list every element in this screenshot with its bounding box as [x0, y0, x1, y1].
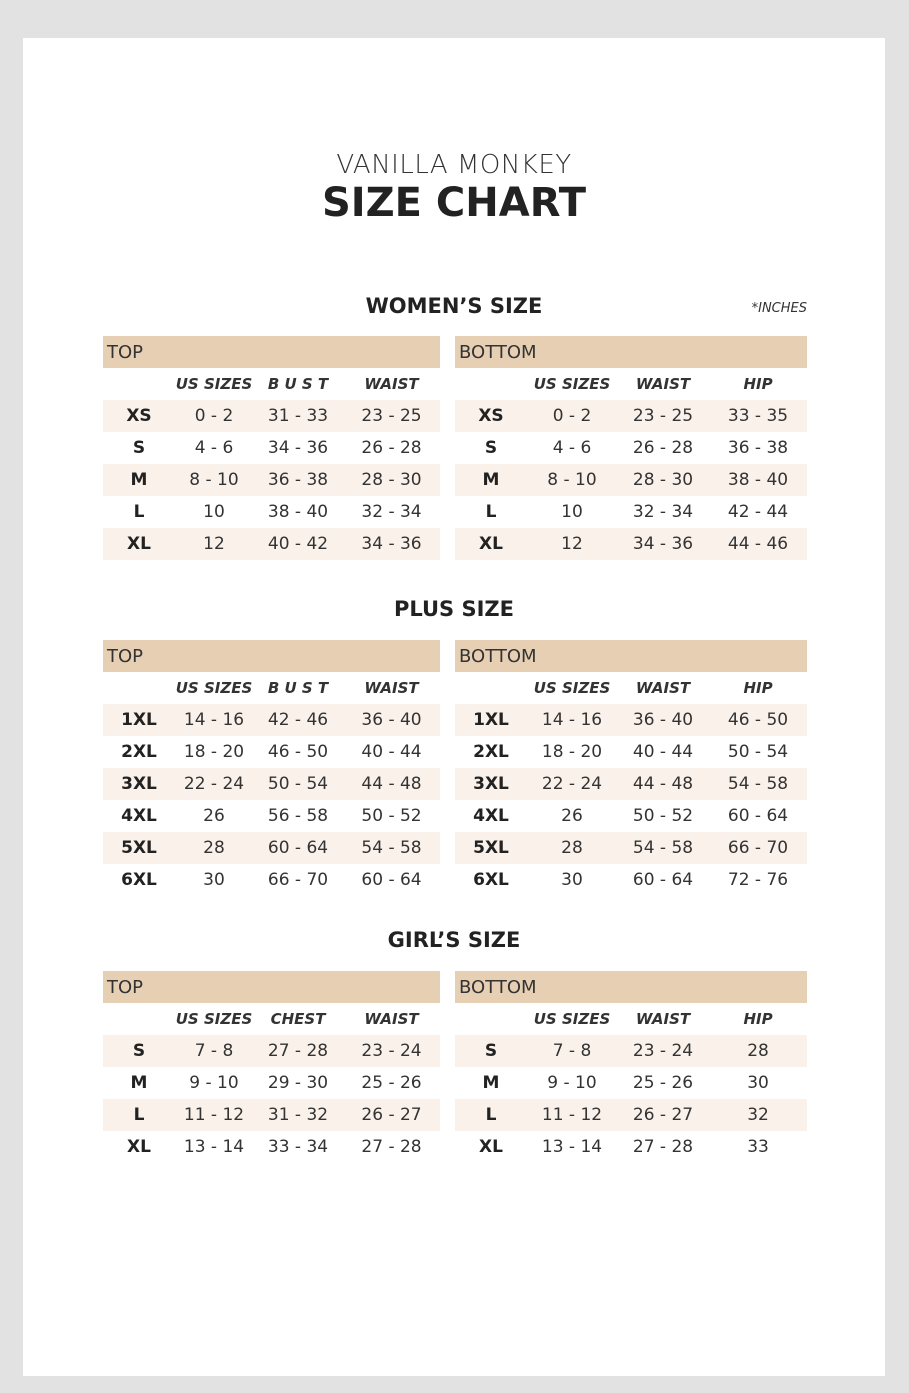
column-header [103, 368, 175, 400]
table-row [455, 528, 807, 560]
bottom-header-row [455, 971, 807, 1003]
bottom-header-row [455, 336, 807, 368]
measurement-cell: 36 - 38 [253, 464, 343, 496]
measurement-cell: 31 - 32 [253, 1099, 343, 1131]
measurement-cell: 33 [747, 1137, 769, 1157]
size-label: M [103, 464, 175, 496]
table-row [455, 704, 807, 736]
measurement-cell: 23 - 25 [617, 400, 709, 432]
table-row [455, 800, 807, 832]
column-header [103, 1003, 175, 1035]
size-label: XS [103, 400, 175, 432]
table-row [455, 496, 807, 528]
measurement-cell: 32 - 34 [632, 502, 694, 522]
measurement-cell: 26 - 28 [632, 438, 694, 458]
measurement-cell: 18 - 20 [541, 742, 603, 762]
bottom-header-label: BOTTOM [455, 971, 807, 1003]
column-header: US SIZES [175, 375, 253, 393]
measurement-cell: 7 - 8 [527, 1035, 617, 1067]
column-header-row [103, 1003, 440, 1035]
measurement-cell: 26 - 27 [617, 1099, 709, 1131]
measurement-cell: 50 - 52 [632, 806, 694, 826]
size-label: L [455, 1099, 527, 1131]
measurement-cell: 32 [709, 1099, 807, 1131]
measurement-cell: 27 - 28 [253, 1035, 343, 1067]
column-header: HIP [743, 679, 773, 697]
measurement-cell: 8 - 10 [175, 464, 253, 496]
size-label: XL [127, 1137, 151, 1157]
size-label: 5XL [103, 832, 175, 864]
bottom-header-label: BOTTOM [455, 640, 807, 672]
table-row [103, 832, 440, 864]
measurement-cell: 60 - 64 [361, 870, 422, 890]
size-label: L [485, 502, 497, 522]
column-header: B U S T [267, 375, 329, 393]
measurement-cell: 32 - 34 [361, 502, 422, 522]
size-label: M [482, 1073, 500, 1093]
bottom-size-table [455, 640, 807, 896]
measurement-cell: 14 - 16 [527, 704, 617, 736]
table-row [103, 464, 440, 496]
measurement-cell: 50 - 54 [727, 742, 789, 762]
column-header: US SIZES [533, 375, 611, 393]
size-label: L [133, 502, 145, 522]
measurement-cell: 7 - 8 [175, 1035, 253, 1067]
measurement-cell: 10 [203, 502, 225, 522]
brand-name: VANILLA MONKEY [336, 150, 572, 180]
column-header: CHEST [270, 1010, 326, 1028]
measurement-cell: 28 - 30 [343, 464, 440, 496]
measurement-cell: 30 [747, 1073, 769, 1093]
measurement-cell: 44 - 46 [709, 528, 807, 560]
size-label: 4XL [121, 806, 157, 826]
measurement-cell: 10 [561, 502, 583, 522]
column-header: WAIST [364, 679, 419, 697]
table-row [455, 400, 807, 432]
column-header: WAIST [635, 375, 691, 393]
bottom-header-label: BOTTOM [455, 336, 807, 368]
measurement-cell: 26 - 27 [343, 1099, 440, 1131]
top-size-table [103, 971, 440, 1163]
measurement-cell: 26 [561, 806, 583, 826]
size-label: 1XL [455, 704, 527, 736]
measurement-cell: 12 [527, 528, 617, 560]
measurement-cell: 40 - 42 [253, 528, 343, 560]
table-row [103, 1035, 440, 1067]
column-header-row [103, 368, 440, 400]
table-row [103, 432, 440, 464]
table-row [455, 1035, 807, 1067]
measurement-cell: 34 - 36 [343, 528, 440, 560]
bottom-size-table [455, 336, 807, 560]
section-title: WOMEN’S SIZE [365, 294, 543, 318]
measurement-cell: 25 - 26 [632, 1073, 694, 1093]
size-chart-page [23, 38, 885, 1376]
measurement-cell: 12 [175, 528, 253, 560]
table-row [103, 800, 440, 832]
size-label: XL [455, 528, 527, 560]
measurement-cell: 36 - 38 [727, 438, 789, 458]
column-header: HIP [743, 375, 773, 393]
column-header [455, 368, 527, 400]
measurement-cell: 9 - 10 [547, 1073, 597, 1093]
column-header: WAIST [364, 1010, 419, 1028]
measurement-cell: 72 - 76 [727, 870, 789, 890]
table-row [103, 496, 440, 528]
column-header: HIP [743, 1010, 773, 1028]
column-header: WAIST [364, 375, 419, 393]
size-label: 6XL [473, 870, 509, 890]
measurement-cell: 11 - 12 [527, 1099, 617, 1131]
measurement-cell: 13 - 14 [541, 1137, 603, 1157]
measurement-cell: 36 - 40 [343, 704, 440, 736]
table-row [103, 1067, 440, 1099]
measurement-cell: 28 [709, 1035, 807, 1067]
table-row [103, 1099, 440, 1131]
table-row [103, 400, 440, 432]
measurement-cell: 30 [561, 870, 583, 890]
measurement-cell: 54 - 58 [709, 768, 807, 800]
table-row [103, 864, 440, 896]
column-header-row [455, 672, 807, 704]
size-label: XS [455, 400, 527, 432]
measurement-cell: 13 - 14 [183, 1137, 245, 1157]
size-label: XL [103, 528, 175, 560]
section-title: GIRL’S SIZE [387, 928, 521, 952]
measurement-cell: 42 - 44 [727, 502, 789, 522]
column-header-row [455, 368, 807, 400]
measurement-cell: 23 - 24 [343, 1035, 440, 1067]
measurement-cell: 46 - 50 [267, 742, 329, 762]
table-row [455, 864, 807, 896]
table-row [103, 528, 440, 560]
top-header-label: TOP [103, 336, 440, 368]
top-header-row [103, 971, 440, 1003]
size-label: M [455, 464, 527, 496]
measurement-cell: 66 - 70 [709, 832, 807, 864]
size-label: L [103, 1099, 175, 1131]
column-header: WAIST [635, 679, 691, 697]
table-row [103, 736, 440, 768]
measurement-cell: 46 - 50 [709, 704, 807, 736]
column-header: WAIST [635, 1010, 691, 1028]
section-title: PLUS SIZE [393, 597, 515, 621]
size-label: 1XL [103, 704, 175, 736]
measurement-cell: 33 - 35 [709, 400, 807, 432]
measurement-cell: 38 - 40 [709, 464, 807, 496]
measurement-cell: 50 - 52 [361, 806, 422, 826]
measurement-cell: 29 - 30 [267, 1073, 329, 1093]
measurement-cell: 28 [175, 832, 253, 864]
top-size-table [103, 640, 440, 896]
table-row [455, 1131, 807, 1163]
column-header [103, 672, 175, 704]
measurement-cell: 23 - 24 [617, 1035, 709, 1067]
column-header: US SIZES [533, 679, 611, 697]
measurement-cell: 28 - 30 [617, 464, 709, 496]
page-title: SIZE CHART [321, 180, 587, 226]
column-header [455, 672, 527, 704]
measurement-cell: 27 - 28 [361, 1137, 422, 1157]
table-row [455, 832, 807, 864]
size-label: 5XL [455, 832, 527, 864]
size-label: 6XL [121, 870, 157, 890]
table-row [103, 1131, 440, 1163]
column-header-row [103, 672, 440, 704]
size-label: 3XL [103, 768, 175, 800]
table-row [455, 1099, 807, 1131]
measurement-cell: 4 - 6 [194, 438, 234, 458]
top-header-row [103, 336, 440, 368]
size-label: XL [479, 1137, 503, 1157]
measurement-cell: 14 - 16 [175, 704, 253, 736]
measurement-cell: 60 - 64 [727, 806, 789, 826]
table-row [103, 768, 440, 800]
measurement-cell: 44 - 48 [617, 768, 709, 800]
measurement-cell: 36 - 40 [617, 704, 709, 736]
measurement-cell: 54 - 58 [343, 832, 440, 864]
measurement-cell: 8 - 10 [527, 464, 617, 496]
size-label: S [484, 438, 498, 458]
size-label: 3XL [455, 768, 527, 800]
bottom-size-table [455, 971, 807, 1163]
size-label: 2XL [473, 742, 509, 762]
column-header: B U S T [267, 679, 329, 697]
measurement-cell: 0 - 2 [175, 400, 253, 432]
measurement-cell: 33 - 34 [267, 1137, 329, 1157]
measurement-cell: 44 - 48 [343, 768, 440, 800]
measurement-cell: 9 - 10 [189, 1073, 239, 1093]
measurement-cell: 22 - 24 [175, 768, 253, 800]
measurement-cell: 66 - 70 [267, 870, 329, 890]
measurement-cell: 22 - 24 [527, 768, 617, 800]
measurement-cell: 28 [527, 832, 617, 864]
table-row [103, 704, 440, 736]
measurement-cell: 40 - 44 [361, 742, 422, 762]
measurement-cell: 30 [203, 870, 225, 890]
measurement-cell: 60 - 64 [253, 832, 343, 864]
measurement-cell: 42 - 46 [253, 704, 343, 736]
table-row [455, 464, 807, 496]
column-header: US SIZES [175, 679, 253, 697]
table-row [455, 736, 807, 768]
size-label: M [130, 1073, 148, 1093]
column-header: US SIZES [533, 1010, 611, 1028]
measurement-cell: 4 - 6 [552, 438, 592, 458]
measurement-cell: 60 - 64 [632, 870, 694, 890]
top-size-table [103, 336, 440, 560]
size-label: S [132, 438, 146, 458]
measurement-cell: 25 - 26 [361, 1073, 422, 1093]
table-row [455, 768, 807, 800]
measurement-cell: 18 - 20 [183, 742, 245, 762]
column-header: US SIZES [175, 1010, 253, 1028]
table-row [455, 432, 807, 464]
measurement-cell: 26 - 28 [361, 438, 422, 458]
measurement-cell: 27 - 28 [632, 1137, 694, 1157]
column-header-row [455, 1003, 807, 1035]
measurement-cell: 26 [203, 806, 225, 826]
measurement-cell: 0 - 2 [527, 400, 617, 432]
size-label: 2XL [121, 742, 157, 762]
measurement-cell: 40 - 44 [632, 742, 694, 762]
measurement-cell: 31 - 33 [253, 400, 343, 432]
measurement-cell: 23 - 25 [343, 400, 440, 432]
measurement-cell: 38 - 40 [267, 502, 329, 522]
top-header-label: TOP [103, 640, 440, 672]
size-label: 4XL [473, 806, 509, 826]
measurement-cell: 11 - 12 [175, 1099, 253, 1131]
bottom-header-row [455, 640, 807, 672]
measurement-cell: 56 - 58 [267, 806, 329, 826]
measurement-cell: 34 - 36 [617, 528, 709, 560]
column-header [455, 1003, 527, 1035]
measurement-cell: 54 - 58 [617, 832, 709, 864]
top-header-label: TOP [103, 971, 440, 1003]
measurement-cell: 34 - 36 [267, 438, 329, 458]
size-label: S [455, 1035, 527, 1067]
size-label: S [103, 1035, 175, 1067]
table-row [455, 1067, 807, 1099]
measurement-cell: 50 - 54 [253, 768, 343, 800]
top-header-row [103, 640, 440, 672]
units-note: *INCHES [751, 301, 807, 316]
